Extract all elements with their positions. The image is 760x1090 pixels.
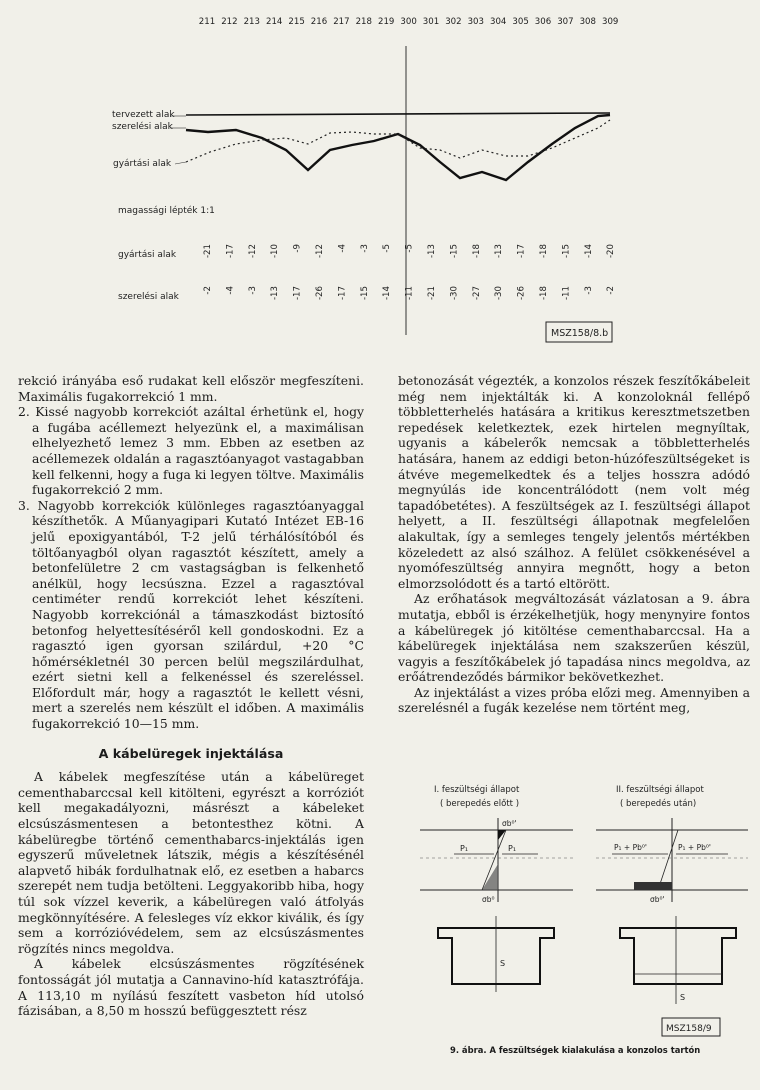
row-value: -17 xyxy=(516,244,527,259)
row-value: -14 xyxy=(382,286,393,301)
row-value: -13 xyxy=(270,286,281,301)
left-column xyxy=(18,373,364,1019)
state1-title: I. feszültségi állapot xyxy=(434,785,520,795)
paragraph: A kábelek megfeszítése után a kábelüreget cementhabarccsal kell kitölteni, egyrészt a korróziót kell megakadályozni, másrészt a kábeleket elcsúszásmentesen a betontesthez kötni. A kábelüregbe történő cementhabarcs-injektálás igen egyszerű műveletnek látszik, mégis a készítésénél alapvető hibák fordulhatnak elő, ez esetben a habarcs szerepét nem tudja betölteni. Leggyakoribb hiba, hogy túl sok vízzel keverik, a kábelüregen való átfolyás megkönnyítésére. A felesleges víz ekkor kiválik, és így sem a korrózióvédelem, sem az elcsúszásmentes rögzítés nincs megoldva. xyxy=(18,769,364,956)
beam-state1 xyxy=(420,818,573,902)
svg-text:P₁: P₁ xyxy=(460,844,469,853)
figure-code: MSZ158/8.b xyxy=(551,328,609,339)
column-number: 211 xyxy=(198,17,216,27)
list-item-3: 3. Nagyobb korrekciók különleges ragasztóanyaggal készíthetők. A Műanyagipari Kutató Intézet EB-16 jelű epoxigyantából, T-2 jelű térhálósítóból és töltőanyagból olyan ragasztót készített, amely a betonfelületre 2 cm vastagságban is felkenhető anélkül, hogy lecsúszna. Ezzel a ragasztóval centiméter rendű korrekciót lehet készíteni. Nagyobb korrekciónál a támaszkodást biztosító betonfog helyettesítéséről kell gondoskodni. Ez a ragasztó igen gyorsan szilárdul, +20 °C hőmérsékletnél 30 percen belül megszilárdulhat, ezért sietni kell a felkenéssel és szereléssel. Előfordult már, hogy a ragasztót le kellett vésni, mert a szerelés nem készült el időben. A maximális fugakorrekció 10—15 mm. xyxy=(18,497,364,732)
row-value: -4 xyxy=(225,286,236,295)
row-value: -18 xyxy=(471,244,482,259)
svg-text:σb⁰': σb⁰' xyxy=(502,819,517,828)
row-value: -18 xyxy=(539,286,549,301)
column-number: 216 xyxy=(310,17,328,27)
row-value: -3 xyxy=(247,286,258,295)
svg-text:P₁ + Pb⁰': P₁ + Pb⁰' xyxy=(678,843,711,852)
state2-subtitle: ( berepedés után) xyxy=(620,799,697,809)
row-value: -26 xyxy=(516,286,527,301)
row-value: -17 xyxy=(292,286,303,301)
row-value: -26 xyxy=(315,286,325,301)
svg-text:σb⁰: σb⁰ xyxy=(482,895,495,904)
row-value: -21 xyxy=(427,286,437,301)
row-value: -11 xyxy=(404,286,415,301)
szerelesi-value-row xyxy=(203,286,616,300)
row-value: -30 xyxy=(494,286,505,301)
row-value: -9 xyxy=(292,244,303,253)
column-number: 306 xyxy=(534,17,552,27)
row-value: -10 xyxy=(270,244,281,259)
column-number: 304 xyxy=(489,17,507,27)
row-value: -5 xyxy=(382,244,393,253)
row-value: -2 xyxy=(606,286,617,295)
row-value: -15 xyxy=(359,286,370,301)
cross-section-state1 xyxy=(438,916,554,992)
column-number: 303 xyxy=(467,17,485,27)
paragraph: Az erőhatások megváltozását vázlatosan a 9. ábra mutatja, ebből is érzékelhetjük, hogy menynyire fontos a kábelüregek jó kitöltése cementhabarccsal. Ha a kábelüregek injektálása nem szakszerűen készül, vagyis a feszítőkábelek jó tapadása nincs megoldva, az erőátrendeződés bármikor bekövetkezhet. xyxy=(398,591,750,685)
szerelesi-line xyxy=(186,115,610,180)
figure-9-caption: 9. ábra. A feszültségek kialakulása a konzolos tartón xyxy=(450,1045,701,1055)
row-value: -17 xyxy=(225,244,236,259)
row-value: -20 xyxy=(606,244,617,259)
column-number: 307 xyxy=(557,17,574,27)
column-number: 300 xyxy=(400,17,417,27)
paragraph: betonozását végezték, a konzolos részek feszítőkábeleit még nem injektálták ki. A konzoloknál fellépő többletterhelés hatására a kritikus keresztmetszetben repedések keletkeztek, ezek hirtelen megnyíltak, ugyanis a kábelerők nemcsak a többletterhelés hatására, hanem az eddigi beton-húzófeszültségeket is átvéve megemelkedtek és a teljes hosszra adódó megnyúlás ide koncentrálódott (nem volt még tapadóbetétes). A feszültségek az I. feszültségi állapot helyett, a II. feszültségi állapotnak megfelelően alakultak, így a semleges tengely jelentős mértékben közeledett az alsó szálhoz. A felület csökkenésével a nyomófeszültség annyira megnőtt, hogy a beton elmorzsolódott és a tartó eltörött. xyxy=(398,373,750,591)
row-value: -27 xyxy=(471,286,482,301)
row-value: -15 xyxy=(561,244,572,259)
row-value: -11 xyxy=(561,286,572,301)
row-szerelesi-label: szerelési alak xyxy=(118,292,179,302)
column-number: 301 xyxy=(422,17,440,27)
svg-text:σb⁰': σb⁰' xyxy=(650,895,665,904)
column-number: 309 xyxy=(601,17,619,27)
svg-text:S: S xyxy=(680,993,686,1002)
column-number: 215 xyxy=(288,17,305,27)
column-number: 308 xyxy=(579,17,597,27)
row-value: -17 xyxy=(337,286,348,301)
svg-text:S: S xyxy=(500,959,506,968)
column-number: 302 xyxy=(445,17,462,27)
tervezett-line xyxy=(186,113,610,115)
gyartasi-value-row xyxy=(203,244,616,258)
svg-text:P₁: P₁ xyxy=(508,844,517,853)
row-value: -12 xyxy=(315,244,325,259)
paragraph: rekció irányába eső rudakat kell először megfeszíteni. Maximális fugakorrekció 1 mm. xyxy=(18,373,364,404)
column-number-row xyxy=(199,17,619,27)
svg-text:P₁ + Pb⁰': P₁ + Pb⁰' xyxy=(614,843,647,852)
column-number: 219 xyxy=(377,17,395,27)
column-number: 217 xyxy=(333,17,350,27)
state1-subtitle: ( berepedés előtt ) xyxy=(440,799,520,809)
row-value: -13 xyxy=(494,244,505,259)
legend-gyartasi: gyártási alak xyxy=(113,159,172,169)
figure-9 xyxy=(398,778,754,1068)
paragraph: A kábelek elcsúszásmentes rögzítésének fontosságát jól mutatja a Cannavino-híd katasztrófája. A 113,10 m nyílású feszített vasbeton híd utolsó fázisában, a 8,50 m hosszú befüggesztett rész xyxy=(18,956,364,1019)
state2-title: II. feszültségi állapot xyxy=(616,785,704,795)
right-column xyxy=(398,373,750,716)
gyartasi-line xyxy=(186,120,610,162)
row-value: -12 xyxy=(247,243,258,259)
row-value: -2 xyxy=(203,286,213,295)
scale-label: magassági lépték 1:1 xyxy=(118,206,215,216)
top-figure xyxy=(0,0,760,350)
cross-section-state2 xyxy=(620,916,736,1004)
column-number: 218 xyxy=(355,17,373,27)
row-gyartasi-label: gyártási alak xyxy=(118,250,177,260)
column-number: 213 xyxy=(243,17,261,27)
row-value: -5 xyxy=(404,244,415,253)
beam-state2 xyxy=(596,818,748,902)
legend-tervezett: tervezett alak xyxy=(112,110,175,120)
row-value: -3 xyxy=(359,244,370,253)
figure-9-code: MSZ158/9 xyxy=(666,1024,712,1034)
column-number: 305 xyxy=(512,17,529,27)
legend-szerelesi: szerelési alak xyxy=(112,122,173,132)
row-value: -30 xyxy=(449,286,460,301)
row-value: -18 xyxy=(539,244,549,259)
row-value: -15 xyxy=(449,244,460,259)
paragraph: Az injektálást a vizes próba előzi meg. Amennyiben a szerelésnél a fugák kezelése nem történt meg, xyxy=(398,684,750,716)
list-item-2: 2. Kissé nagyobb korrekciót azáltal érhetünk el, hogy a fugába acéllemezt helyezünk el, a maximálisan elhelyezhető lemez 3 mm. Ebben az esetben az acéllemezek oldalán a ragasztóanyagot vastagabban kell felkenni, hogy a fuga ki legyen töltve. Maximális fugakorrekció 2 mm. xyxy=(18,404,364,498)
row-value: -21 xyxy=(203,244,213,259)
column-number: 214 xyxy=(265,17,283,27)
section-heading: A kábelüregek injektálása xyxy=(98,745,284,761)
row-value: -3 xyxy=(583,286,594,295)
column-number: 212 xyxy=(221,17,238,27)
row-value: -13 xyxy=(427,244,437,259)
row-value: -4 xyxy=(337,244,348,253)
row-value: -14 xyxy=(583,244,594,259)
